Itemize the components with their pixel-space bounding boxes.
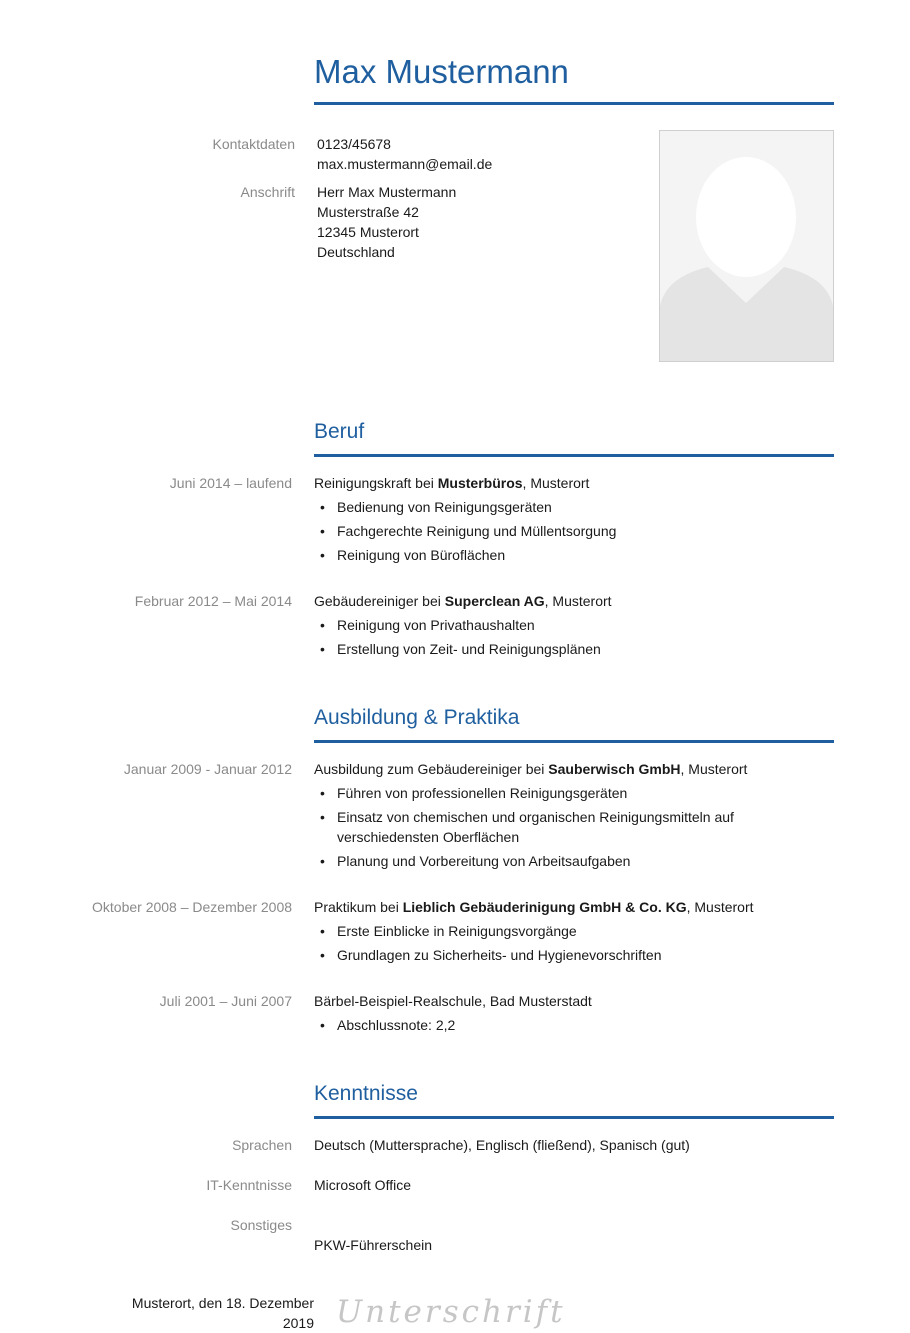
person-silhouette-icon bbox=[660, 131, 833, 361]
page-title: Max Mustermann bbox=[314, 52, 834, 105]
entry-date: Oktober 2008 – Dezember 2008 bbox=[92, 899, 293, 915]
section-title-beruf: Beruf bbox=[314, 418, 834, 457]
list-item: • Fachgerechte Reinigung und Müllentsorgung bbox=[314, 521, 777, 541]
address-line: Deutschland bbox=[317, 244, 395, 260]
education-title: Praktikum bei Lieblich Gebäuderinigung GmbH & Co. KG, Musterort bbox=[314, 899, 754, 915]
entry-date: Juli 2001 – Juni 2007 bbox=[159, 993, 292, 1009]
place-date: Musterort, den 18. Dezember 2019 bbox=[131, 1295, 314, 1331]
education-entry bbox=[314, 759, 834, 875]
address-line: Musterstraße 42 bbox=[317, 204, 419, 220]
profile-photo-placeholder bbox=[659, 130, 834, 362]
entry-date: Januar 2009 - Januar 2012 bbox=[123, 761, 292, 777]
education-title: Ausbildung zum Gebäudereiniger bei Sauberwisch GmbH, Musterort bbox=[314, 761, 748, 777]
education-entry bbox=[314, 897, 834, 969]
entry-date: Juni 2014 – laufend bbox=[169, 475, 292, 491]
list-item: • Erste Einblicke in Reinigungsvorgänge bbox=[314, 921, 777, 941]
address-label: Anschrift bbox=[240, 184, 295, 200]
address-line: 12345 Musterort bbox=[317, 224, 419, 240]
education-title: Bärbel-Beispiel-Realschule, Bad Musterstadt bbox=[314, 993, 592, 1009]
skills-label-languages: Sprachen bbox=[232, 1137, 292, 1153]
list-item: • Einsatz von chemischen und organischen Reinigungsmitteln auf verschiedensten Oberflächen bbox=[314, 807, 777, 847]
education-entry bbox=[314, 991, 834, 1039]
list-item: • Erstellung von Zeit- und Reinigungsplänen bbox=[314, 639, 777, 659]
skills-label-it: IT-Kenntnisse bbox=[206, 1177, 292, 1193]
email-address: max.mustermann@email.de bbox=[317, 156, 493, 172]
job-title: Gebäudereiniger bei Superclean AG, Musterort bbox=[314, 593, 612, 609]
job-title: Reinigungskraft bei Musterbüros, Musterort bbox=[314, 475, 590, 491]
skills-languages: Deutsch (Muttersprache), Englisch (fließend), Spanisch (gut) bbox=[314, 1137, 690, 1153]
company-name: Musterbüros bbox=[437, 475, 523, 491]
list-item: • Abschlussnote: 2,2 bbox=[314, 1015, 777, 1035]
list-item: • Reinigung von Büroflächen bbox=[314, 545, 777, 565]
job-entry bbox=[314, 591, 834, 663]
list-item: • Reinigung von Privathaushalten bbox=[314, 615, 777, 635]
list-item: • Führen von professionellen Reinigungsgeräten bbox=[314, 783, 777, 803]
list-item: • Grundlagen zu Sicherheits- und Hygienevorschriften bbox=[314, 945, 777, 965]
list-item: • Planung und Vorbereitung von Arbeitsaufgaben bbox=[314, 851, 777, 871]
entry-date: Februar 2012 – Mai 2014 bbox=[134, 593, 292, 609]
job-entry bbox=[314, 473, 834, 569]
list-item: • Bedienung von Reinigungsgeräten bbox=[314, 497, 777, 517]
contact-label: Kontaktdaten bbox=[212, 136, 295, 152]
phone-number: 0123/45678 bbox=[317, 136, 391, 152]
address-line: Herr Max Mustermann bbox=[317, 184, 457, 200]
skills-it: Microsoft Office bbox=[314, 1177, 411, 1193]
section-title-kenntnisse: Kenntnisse bbox=[314, 1080, 834, 1119]
company-name: Sauberwisch GmbH bbox=[548, 761, 681, 777]
company-name: Lieblich Gebäuderinigung GmbH & Co. KG bbox=[402, 899, 687, 915]
skills-other: PKW-Führerschein bbox=[314, 1237, 433, 1253]
company-name: Superclean AG bbox=[444, 593, 545, 609]
skills-label-other: Sonstiges bbox=[230, 1217, 292, 1233]
section-title-ausbildung: Ausbildung & Praktika bbox=[314, 704, 834, 743]
signature: Unterschrift bbox=[336, 1294, 566, 1330]
